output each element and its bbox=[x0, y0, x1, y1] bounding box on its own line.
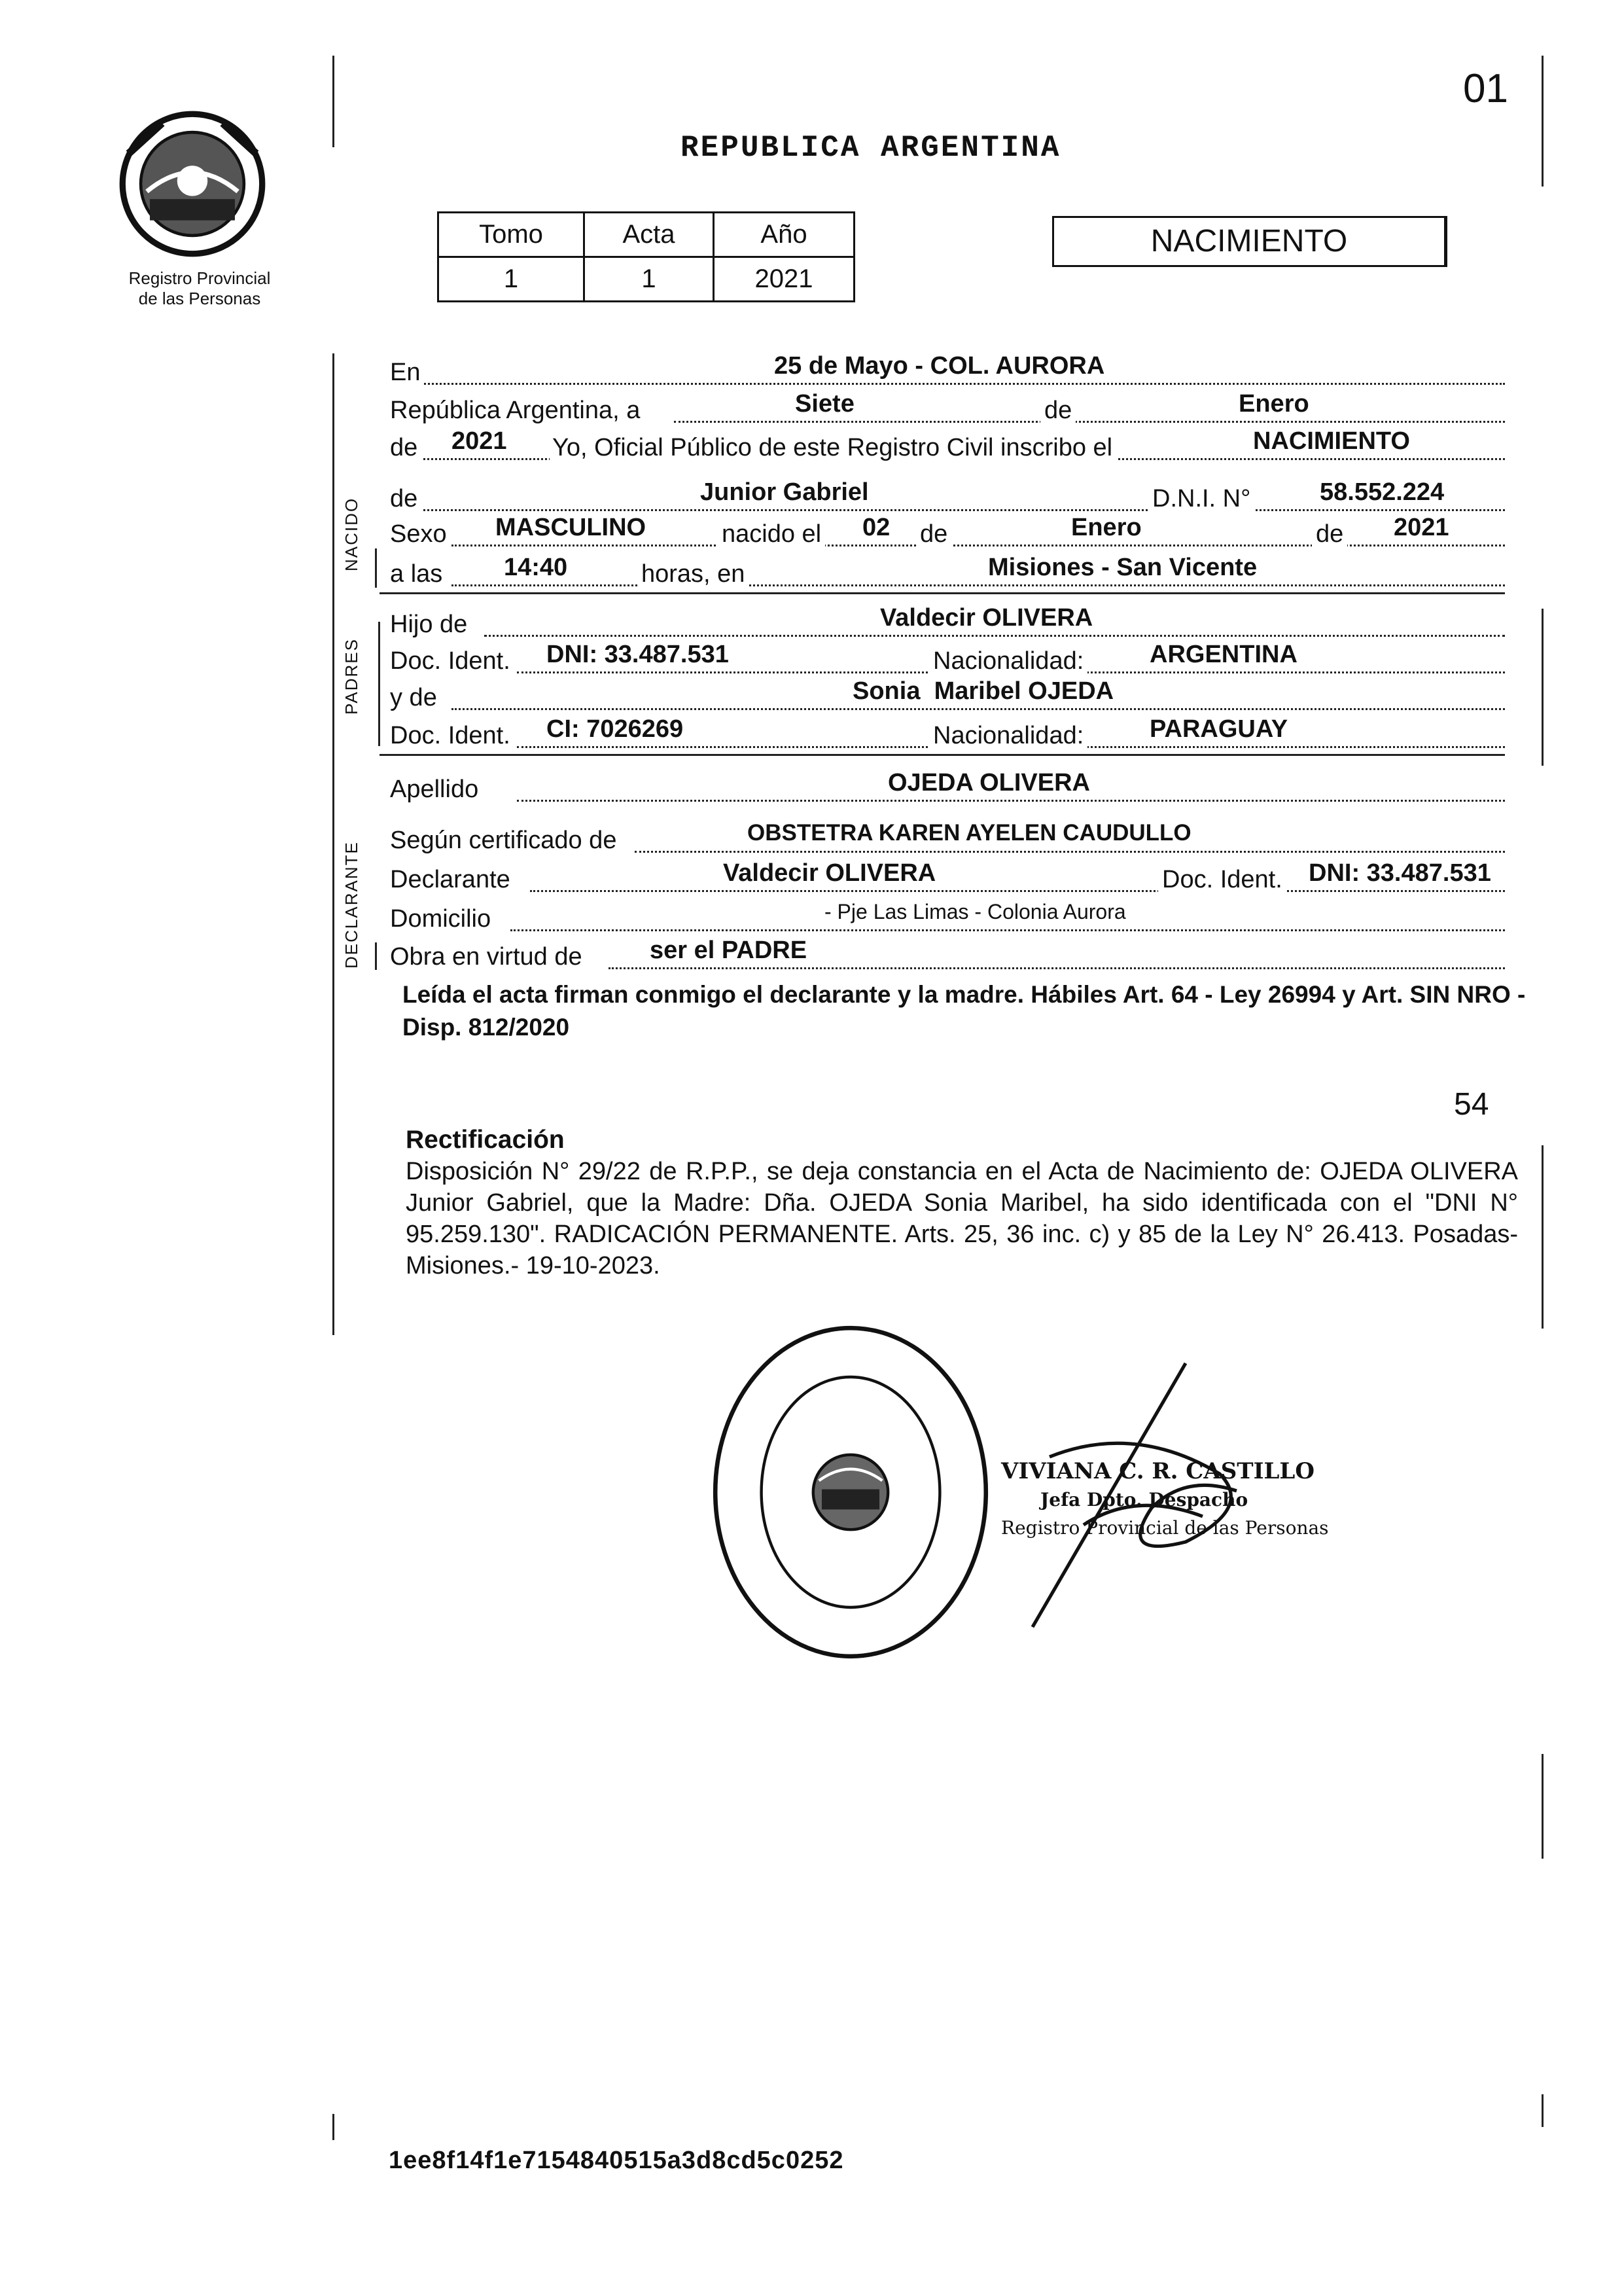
domicilio-value: - Pje Las Limas - Colonia Aurora bbox=[824, 900, 1126, 923]
margin-rule bbox=[378, 622, 380, 746]
doc1-label: Doc. Ident. bbox=[390, 647, 514, 675]
country-title: REPUBLICA ARGENTINA bbox=[680, 131, 1061, 165]
obra-label: Obra en virtud de bbox=[390, 943, 586, 971]
madre-doc: CI: 7026269 bbox=[546, 715, 684, 743]
obra-value: ser el PADRE bbox=[650, 937, 807, 964]
doc2-label: Doc. Ident. bbox=[390, 722, 514, 750]
declarante-label: Declarante bbox=[390, 866, 514, 894]
inscribe-value: NACIMIENTO bbox=[1253, 427, 1410, 455]
en-value: 25 de Mayo - COL. AURORA bbox=[774, 352, 1105, 380]
section-divider bbox=[380, 592, 1505, 594]
logo-caption: Registro Provincial de las Personas bbox=[128, 268, 271, 308]
margin-rule bbox=[1542, 1145, 1544, 1329]
sexo-value: MASCULINO bbox=[495, 514, 646, 541]
nac-de-label: de bbox=[916, 520, 951, 548]
signer-role: Jefa Dpto. Despacho bbox=[1040, 1489, 1248, 1510]
dni-value: 58.552.224 bbox=[1320, 478, 1445, 506]
hora-value: 14:40 bbox=[504, 554, 568, 581]
nac-anio: 2021 bbox=[1394, 514, 1449, 541]
side-label-declarante: DECLARANTE bbox=[342, 841, 361, 969]
margin-rule bbox=[332, 353, 334, 1335]
lugar-value: Misiones - San Vicente bbox=[988, 554, 1258, 581]
table-header: Tomo bbox=[438, 213, 584, 257]
domicilio-label: Domicilio bbox=[390, 905, 495, 933]
section-divider bbox=[380, 754, 1505, 756]
signer-org: Registro Provincial de las Personas bbox=[1001, 1517, 1329, 1539]
alas-label: a las bbox=[390, 560, 446, 588]
nac1-label: Nacionalidad: bbox=[929, 647, 1087, 675]
certificado-label: Según certificado de bbox=[390, 827, 620, 855]
nac2-label: Nacionalidad: bbox=[929, 722, 1087, 750]
margin-rule bbox=[1542, 2094, 1544, 2127]
rectificacion-title: Rectificación bbox=[406, 1126, 565, 1154]
decl-doc-label: Doc. Ident. bbox=[1158, 866, 1286, 894]
table-cell: 2021 bbox=[714, 257, 855, 302]
nacido-label: nacido el bbox=[718, 520, 825, 548]
table-header: Acta bbox=[584, 213, 714, 257]
dni-label: D.N.I. N° bbox=[1148, 485, 1254, 513]
margin-rule bbox=[1542, 609, 1544, 766]
side-label-nacido: NACIDO bbox=[342, 497, 361, 571]
sexo-label: Sexo bbox=[390, 520, 451, 548]
margin-rule bbox=[332, 56, 334, 147]
de-label: de bbox=[1040, 397, 1076, 425]
margin-rule bbox=[375, 942, 377, 970]
anio-value: 2021 bbox=[451, 427, 507, 455]
apellido-label: Apellido bbox=[390, 776, 482, 804]
nac-mes: Enero bbox=[1071, 514, 1142, 541]
mes-value: Enero bbox=[1239, 390, 1309, 418]
de-anio-label: de bbox=[390, 434, 421, 462]
document-hash: 1ee8f14f1e7154840515a3d8cd5c0252 bbox=[389, 2147, 844, 2174]
table-cell: 1 bbox=[584, 257, 714, 302]
act-type-box: NACIMIENTO bbox=[1052, 216, 1447, 267]
margin-rule bbox=[332, 2114, 334, 2140]
note-number: 54 bbox=[1454, 1087, 1489, 1122]
madre-value: Sonia Maribel OJEDA bbox=[853, 677, 1114, 705]
table-header: Año bbox=[714, 213, 855, 257]
nac-dia: 02 bbox=[862, 514, 891, 541]
padre-nac: ARGENTINA bbox=[1150, 641, 1297, 668]
certificado-value: OBSTETRA KAREN AYELEN CAUDULLO bbox=[747, 820, 1192, 846]
horas-label: horas, en bbox=[637, 560, 749, 588]
oficial-text: Yo, Oficial Público de este Registro Civil inscribo el bbox=[550, 434, 1116, 462]
nombre-value: Junior Gabriel bbox=[700, 478, 869, 506]
rectificacion-text: Disposición N° 29/22 de R.P.P., se deja constancia en el Acta de Nacimiento de: OJEDA OLIVERA Junior Gabriel, que la Madre: Dña. OJEDA Sonia Maribel, ha sido identificada con el "DNI N° 95.259.130". RADICACIÓN PERMANENTE. Arts. 25, 36 inc. c) y 85 de la Ley N° 26.413. Posadas- Misiones.- 19-10-2023. bbox=[406, 1158, 1518, 1279]
margin-rule bbox=[375, 548, 377, 588]
republica-label: República Argentina, a bbox=[390, 397, 644, 425]
hijo-label: Hijo de bbox=[390, 611, 471, 639]
page-number: 01 bbox=[1463, 66, 1508, 111]
apellido-value: OJEDA OLIVERA bbox=[888, 769, 1090, 796]
yde-label: y de bbox=[390, 684, 441, 712]
side-label-padres: PADRES bbox=[342, 638, 361, 715]
official-stamp-icon bbox=[707, 1319, 995, 1666]
province-seal-icon bbox=[116, 108, 268, 260]
nombre-label: de bbox=[390, 485, 421, 513]
madre-nac: PARAGUAY bbox=[1150, 715, 1288, 743]
dia-value: Siete bbox=[795, 390, 855, 418]
declarante-doc: DNI: 33.487.531 bbox=[1309, 859, 1491, 887]
signer-name: VIVIANA C. R. CASTILLO bbox=[1001, 1458, 1315, 1484]
en-label: En bbox=[390, 359, 424, 387]
table-cell: 1 bbox=[438, 257, 584, 302]
padre-value: Valdecir OLIVERA bbox=[880, 604, 1093, 632]
tomo-acta-anio-table bbox=[437, 211, 855, 302]
margin-rule bbox=[1542, 1754, 1544, 1859]
padre-doc: DNI: 33.487.531 bbox=[546, 641, 729, 668]
declarante-value: Valdecir OLIVERA bbox=[723, 859, 936, 887]
nac-de2-label: de bbox=[1312, 520, 1347, 548]
signing-legend: Leída el acta firman conmigo el declarante y la madre. Hábiles Art. 64 - Ley 26994 y Art. SIN NRO - Disp. 812/2020 bbox=[402, 981, 1526, 1041]
margin-rule bbox=[1542, 56, 1544, 187]
